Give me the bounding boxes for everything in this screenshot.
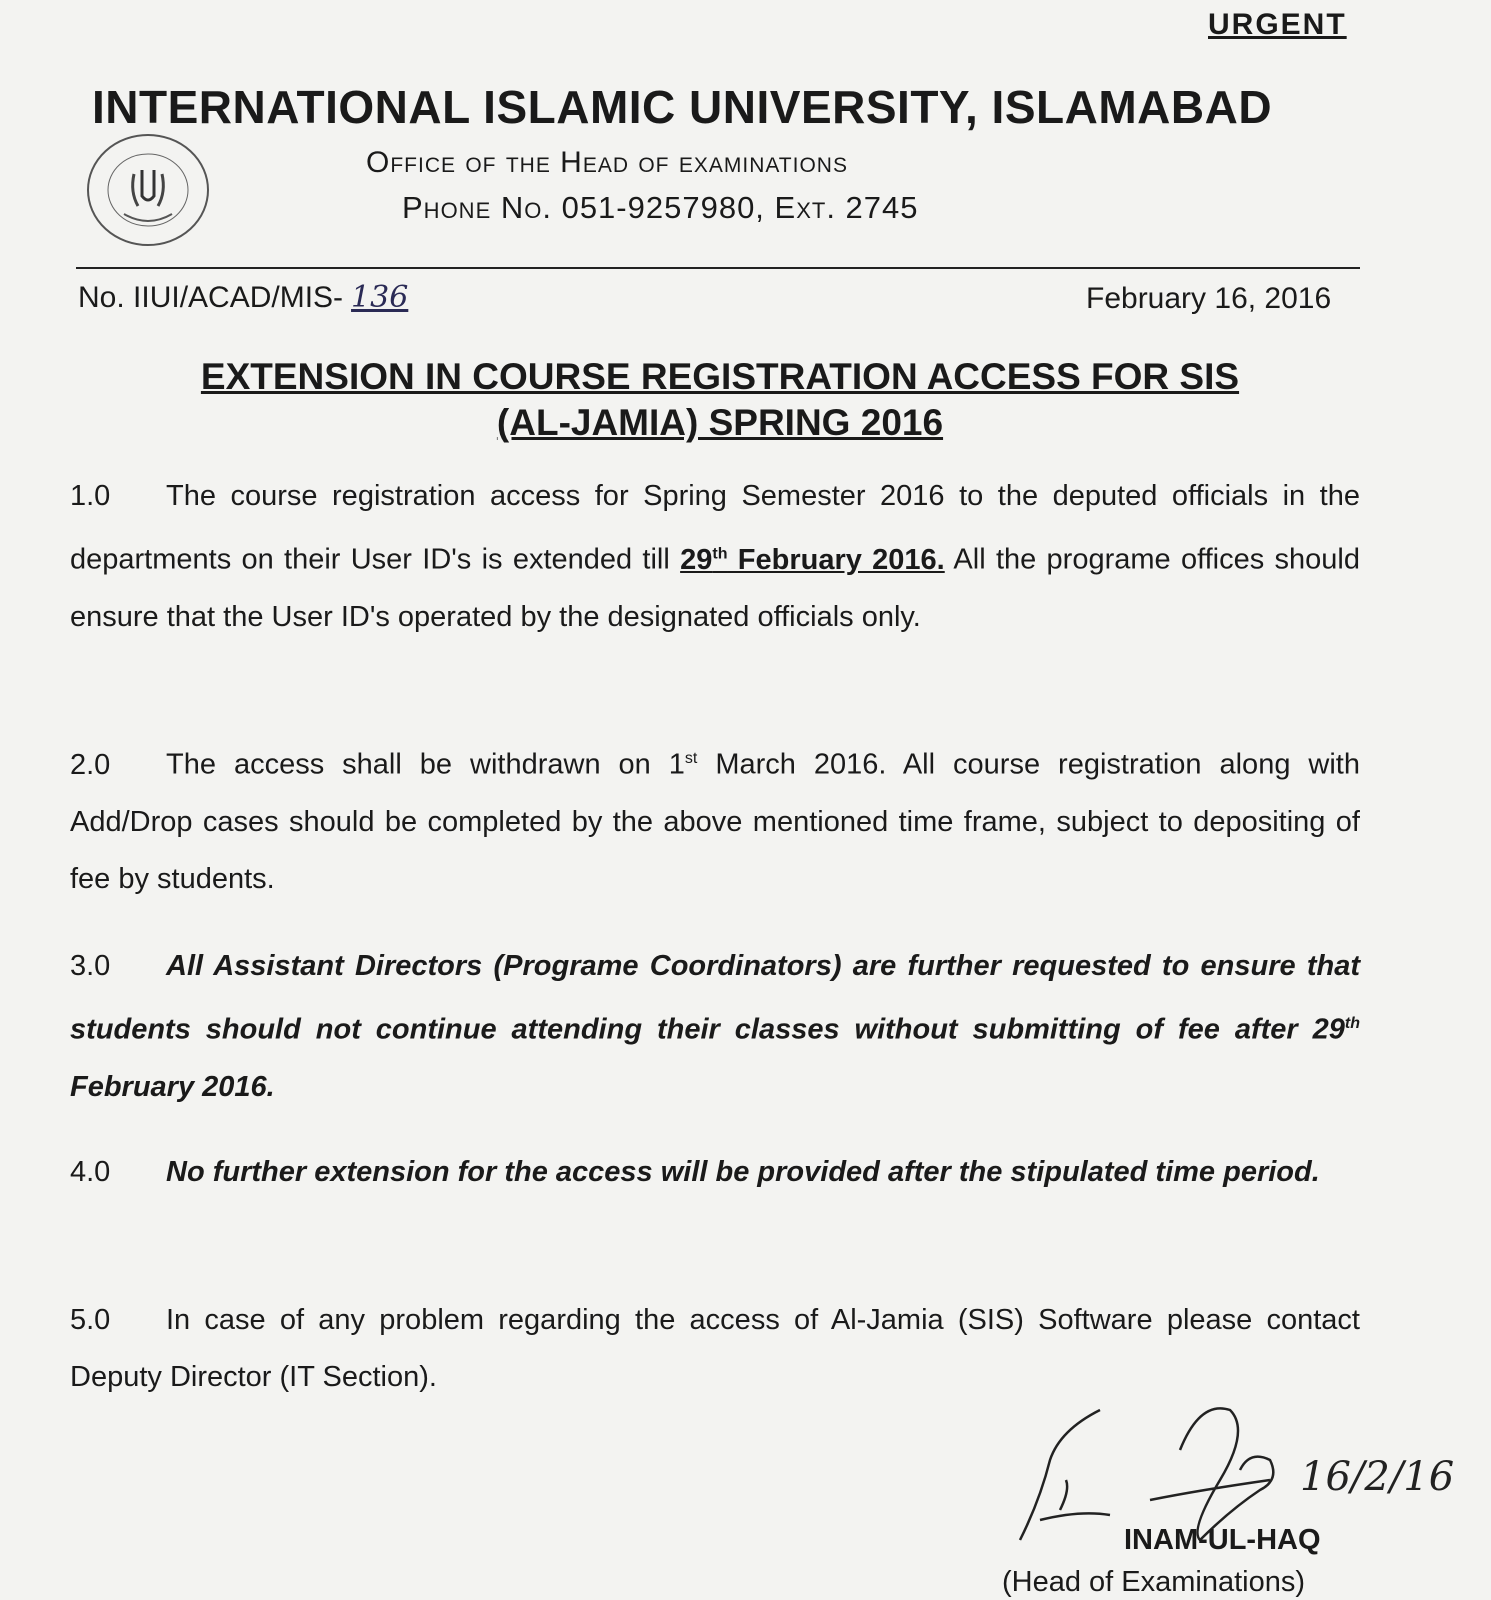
ordinal-superscript: th <box>1344 1015 1360 1032</box>
office-phone: Phone No. 051-9257980, Ext. 2745 <box>402 190 919 225</box>
paragraph-text-continued: March 2016. All course registration along with Add/Drop cases should be completed by the above mentioned time frame, subject to depositing of fee by students. <box>70 748 1360 895</box>
handwritten-signature <box>1000 1390 1490 1590</box>
paragraph-text: All Assistant Directors (Programe Coordinators) are further requested to ensure that students should not continue attending their classes without submitting of fee after 29 <box>70 950 1360 1046</box>
title-line-2: (AL-JAMIA) SPRING 2016 <box>496 402 944 443</box>
deadline-superscript: th <box>712 545 728 562</box>
paragraph-2 <box>70 730 1360 908</box>
paragraph-text: The course registration access for Spring Semester 2016 to the deputed officials in the departments on their User ID's is extended till <box>70 480 1360 576</box>
paragraph-number: 3.0 <box>70 950 111 982</box>
paragraph-text-continued: All the programe offices should ensure that the User ID's operated by the designated officials only. <box>70 543 1360 633</box>
paragraph-number: 1.0 <box>70 480 111 512</box>
paragraph-number: 2.0 <box>70 748 111 781</box>
ordinal-superscript: st <box>684 750 698 767</box>
signature-date: 16/2/16 <box>1300 1454 1455 1500</box>
reference-handwritten-number: 136 <box>351 280 409 315</box>
letter-title <box>140 354 1300 446</box>
paragraph-3 <box>70 938 1360 1116</box>
signatory-title: (Head of Examinations) <box>1002 1566 1306 1598</box>
urgent-stamp: URGENT <box>1208 8 1347 41</box>
letter-date: February 16, 2016 <box>1086 282 1332 315</box>
reference-prefix: No. IIUI/ACAD/MIS- <box>78 281 344 314</box>
deadline-date <box>680 544 945 576</box>
signatory-name: INAM-UL-HAQ <box>1124 1524 1321 1556</box>
paragraph-text: In case of any problem regarding the access of Al-Jamia (SIS) Software please contact Deputy Director (IT Section). <box>70 1304 1360 1393</box>
paragraph-1 <box>70 468 1360 646</box>
paragraph-text: No further extension for the access will be provided after the stipulated time period. <box>166 1156 1320 1188</box>
university-name: INTERNATIONAL ISLAMIC UNIVERSITY, ISLAMABAD <box>92 81 1273 133</box>
reference-number <box>78 280 408 315</box>
university-seal-icon <box>84 132 214 250</box>
title-line-1: EXTENSION IN COURSE REGISTRATION ACCESS FOR SIS <box>200 356 1240 397</box>
paragraph-number: 4.0 <box>70 1156 111 1188</box>
paragraph-number: 5.0 <box>70 1304 111 1336</box>
paragraph-4 <box>70 1144 1360 1201</box>
deadline-month-year: February 2016. <box>727 543 945 576</box>
paragraph-5 <box>70 1292 1360 1406</box>
header-divider <box>76 267 1360 269</box>
paragraph-text-continued: February 2016. <box>70 1070 275 1103</box>
paragraph-text: The access shall be withdrawn on 1 <box>166 748 685 781</box>
deadline-day: 29 <box>680 543 713 576</box>
office-name: Office of the Head of examinations <box>366 146 848 179</box>
